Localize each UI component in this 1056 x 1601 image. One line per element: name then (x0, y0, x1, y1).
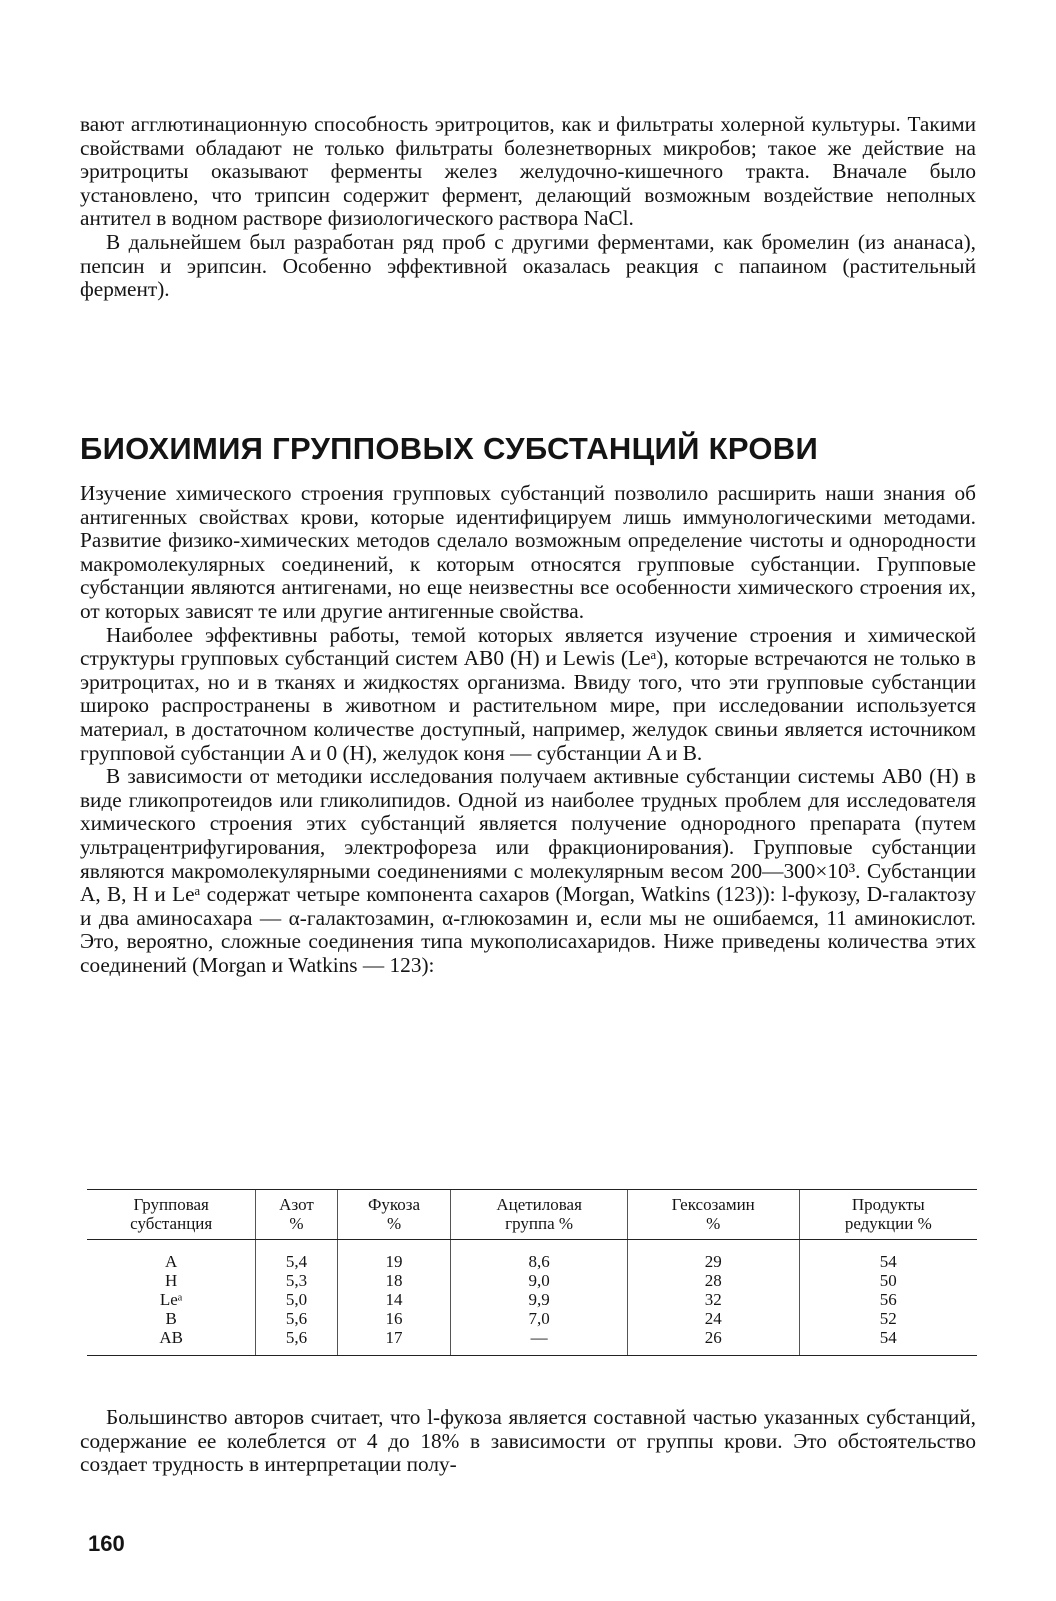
column-header: Фукоза % (337, 1190, 451, 1240)
table-cell: AB (87, 1328, 256, 1356)
paragraph: вают агглютинационную способность эритроцитов, как и фильтраты холерной культуры. Такими свойствами обладают не только фильтраты болезнетворных микробов; такое же действие на эритроциты оказывают ферменты желез желудочно-кишечного тракта. Вначале было установлено, что трипсин содержит фермент, делающий возможным воздействие неполных антител в водном растворе физиологического раствора NaCl. (80, 112, 976, 231)
table-cell: 8,6 (451, 1240, 627, 1272)
table-cell: 5,3 (256, 1271, 337, 1290)
table-cell: 16 (337, 1309, 451, 1328)
table-row (87, 1271, 977, 1290)
paragraph: Наиболее эффективны работы, темой которых является изучение строения и химической структуры групповых субстанций систем AB0 (H) и Lewis (Leᵃ), которые встречаются не только в эритроцитах, но и в тканях и жидкостях организма. Ввиду того, что эти групповые субстанции широко распространены в животном и растительном мире, при исследовании используется материал, в достаточном количестве доступный, например, желудок свиньи является источником групповой субстанции A и 0 (H), желудок коня — субстанции A и B. (80, 622, 976, 765)
table-row (87, 1309, 977, 1328)
paragraph: В зависимости от методики исследования получаем активные субстанции системы AB0 (H) в виде гликопротеидов или гликолипидов. Одной из наиболее трудных проблем для исследователя химического строения этих субстанций является получение однородного препарата (путем ультрацентрифугирования, электрофореза или фракционирования). Групповые субстанции являются макромолекулярными соединениями с молекулярным весом 200—300×10³. Субстанции A, B, H и Leᵃ содержат четыре компонента сахаров (Morgan, Watkins (123)): l-фукозу, D-галактозу и два аминосахара — α-галактозамин, α-глюкозамин и, если мы не ошибаемся, 11 аминокислот. Это, вероятно, сложные соединения типа мукополисахаридов. Ниже приведены количества этих соединений (Morgan и Watkins — 123): (80, 764, 976, 977)
table-cell: 26 (627, 1328, 799, 1356)
table-cell: 5,6 (256, 1328, 337, 1356)
table-row (87, 1240, 977, 1272)
table-cell: H (165, 1271, 178, 1290)
page-number: 160 (88, 1531, 125, 1556)
column-header: Азот % (256, 1190, 337, 1240)
table-cell: 5,4 (256, 1240, 337, 1272)
table-cell: 9,0 (451, 1271, 627, 1290)
column-header: Продукты редукции % (799, 1190, 977, 1240)
table-cell: 7,0 (451, 1309, 627, 1328)
table-row (87, 1328, 977, 1356)
column-header: Ацетиловая группа % (451, 1190, 627, 1240)
paragraph: Изучение химического строения групповых субстанций позволило расширить наши знания об антигенных свойствах крови, которые идентифицируем лишь иммунологическими методами. Развитие физико-химических методов сделало возможным определение чистоты и однородности макромолекулярных соединений, к которым относятся групповые субстанции. Групповые субстанции являются антигенами, но еще неизвестны все особенности химического строения их, от которых зависят те или другие антигенные свойства. (80, 481, 976, 623)
composition-table (87, 1189, 977, 1356)
table-cell: 52 (799, 1309, 977, 1328)
paragraph: Большинство авторов считает, что l-фукоза является составной частью указанных субстанций, содержание ее колеблется от 4 до 18% в зависимости от группы крови. Это обстоятельство создает трудность в интерпретации полу- (80, 1405, 976, 1477)
table-cell: B (165, 1309, 177, 1328)
table-cell: 5,0 (256, 1290, 337, 1309)
top-text-block (80, 113, 976, 302)
table-cell: 24 (627, 1309, 799, 1328)
table-cell: 32 (627, 1290, 799, 1309)
table-cell: 5,6 (256, 1309, 337, 1328)
column-header: Гексозамин % (627, 1190, 799, 1240)
table-cell: 54 (799, 1240, 977, 1272)
paragraph: В дальнейшем был разработан ряд проб с другими ферментами, как бромелин (из ананаса), пепсин и эрипсин. Особенно эффективной оказалась реакция с папаином (растительный фермент). (80, 229, 976, 302)
section-heading: БИОХИМИЯ ГРУППОВЫХ СУБСТАНЦИЙ КРОВИ (80, 431, 819, 466)
table-cell: 9,9 (451, 1290, 627, 1309)
table-cell: 18 (337, 1271, 451, 1290)
bottom-text-block (80, 1406, 976, 1477)
table-cell: Leᵃ (159, 1290, 183, 1309)
table-header-row (87, 1190, 977, 1240)
table-cell: A (165, 1252, 178, 1271)
table-cell: 19 (337, 1240, 451, 1272)
table-cell: 28 (627, 1271, 799, 1290)
table-cell: 54 (799, 1328, 977, 1356)
table-cell: — (451, 1328, 627, 1356)
table-cell: 29 (627, 1240, 799, 1272)
table-cell: 14 (337, 1290, 451, 1309)
table-cell: 50 (799, 1271, 977, 1290)
table-row (87, 1290, 977, 1309)
main-text-block (80, 482, 976, 977)
table-cell: 17 (337, 1328, 451, 1356)
column-header: Групповая субстанция (87, 1190, 256, 1240)
table-cell: 56 (799, 1290, 977, 1309)
